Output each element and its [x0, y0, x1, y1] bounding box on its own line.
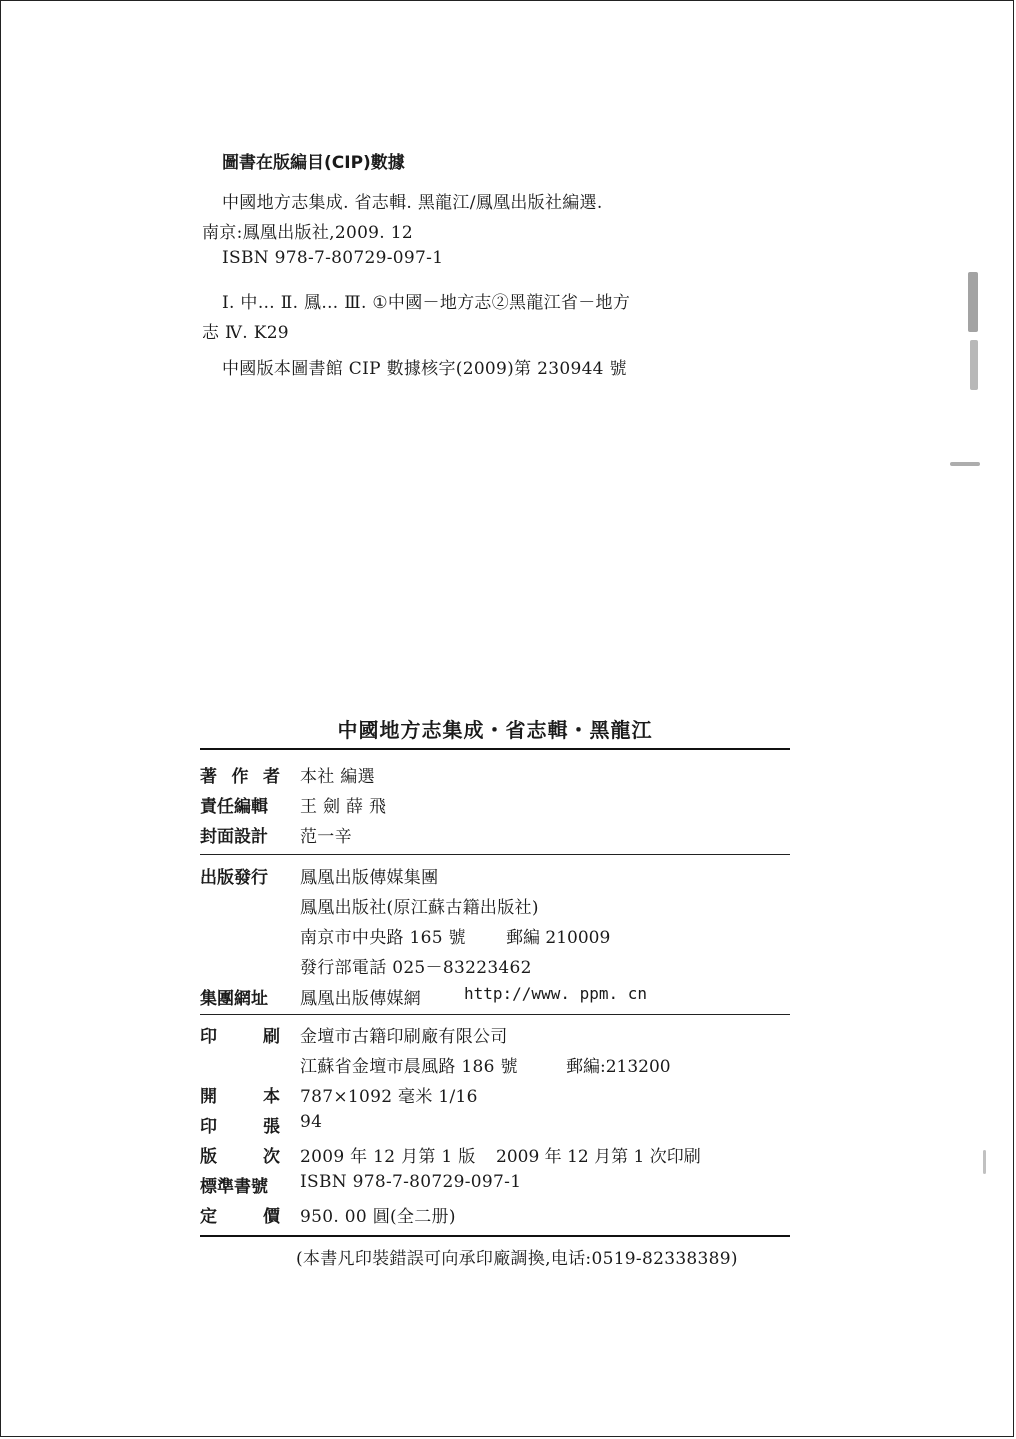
isbn-label: 標準書號 [200, 1177, 268, 1197]
scan-mark [950, 462, 980, 466]
row-editor [200, 792, 790, 816]
row-phone [200, 953, 790, 977]
cip-isbn: ISBN 978-7-80729-097-1 [222, 248, 444, 268]
print-label: 印 刷 [200, 1027, 280, 1047]
publisher-group: 鳳凰出版傳媒集團 [300, 868, 439, 888]
web-url: http://www. ppm. cn [464, 984, 648, 1003]
cover-label: 封面設計 [200, 827, 268, 847]
scan-mark [968, 272, 978, 332]
bottom-rule [200, 1235, 790, 1237]
row-format [200, 1082, 790, 1106]
price-value: 950. 00 圓(全二册) [300, 1207, 456, 1227]
format-value: 787×1092 毫米 1/16 [300, 1087, 478, 1107]
author-value: 本社 編選 [300, 767, 375, 787]
replacement-notice: (本書凡印裝錯誤可向承印廠調換,电话:0519-82338389) [296, 1249, 738, 1269]
cip-classification-2: 志 Ⅳ. K29 [202, 323, 289, 343]
row-address [200, 923, 790, 947]
printer-postcode: 郵編:213200 [566, 1057, 671, 1077]
publisher-postcode: 郵編 210009 [506, 928, 611, 948]
cip-heading: 圖書在版編目(CIP)數據 [222, 153, 405, 173]
row-cover [200, 822, 790, 846]
title-rule [200, 748, 790, 750]
author-label: 著 作 者 [200, 767, 280, 787]
row-sheets [200, 1112, 790, 1136]
printing-value: 2009 年 12 月第 1 次印刷 [496, 1147, 701, 1167]
row-publisher-name [200, 893, 790, 917]
cover-value: 范一辛 [300, 827, 352, 847]
printer-name: 金壇市古籍印刷廠有限公司 [300, 1027, 508, 1047]
edition-value: 2009 年 12 月第 1 版 [300, 1147, 476, 1167]
publish-label: 出版發行 [200, 868, 268, 888]
row-printer [200, 1022, 790, 1046]
sheets-label: 印 張 [200, 1117, 280, 1137]
cip-verification: 中國版本圖書館 CIP 數據核字(2009)第 230944 號 [222, 359, 627, 379]
cip-classification-1: Ⅰ. 中… Ⅱ. 鳳… Ⅲ. ①中國－地方志②黑龍江省－地方 [222, 293, 631, 313]
row-publisher [200, 863, 790, 887]
price-label: 定 價 [200, 1207, 280, 1227]
printer-address: 江蘇省金壇市晨風路 186 號 [300, 1057, 518, 1077]
publisher-address: 南京市中央路 165 號 [300, 928, 466, 948]
editor-value: 王 劍 薛 飛 [300, 797, 387, 817]
scan-mark [970, 340, 978, 390]
cip-title-line: 中國地方志集成. 省志輯. 黑龍江/鳳凰出版社編選. [222, 193, 603, 213]
isbn-value: ISBN 978-7-80729-097-1 [300, 1172, 522, 1192]
row-printer-address [200, 1052, 790, 1076]
cip-publisher-line: 南京:鳳凰出版社,2009. 12 [202, 223, 413, 243]
sheets-value: 94 [300, 1112, 323, 1132]
row-isbn [200, 1172, 790, 1196]
divider-1 [200, 854, 790, 855]
publisher-name: 鳳凰出版社(原江蘇古籍出版社) [300, 898, 539, 918]
editor-label: 責任編輯 [200, 797, 268, 817]
colophon-title: 中國地方志集成・省志輯・黑龍江 [337, 718, 653, 742]
row-web [200, 984, 790, 1008]
web-name: 鳳凰出版傳媒網 [300, 989, 422, 1009]
row-edition [200, 1142, 790, 1166]
format-label: 開 本 [200, 1087, 280, 1107]
publisher-phone: 發行部電話 025－83223462 [300, 958, 532, 978]
row-author [200, 762, 790, 786]
web-label: 集團網址 [200, 989, 268, 1009]
divider-2 [200, 1014, 790, 1015]
row-price [200, 1202, 790, 1226]
scan-mark [983, 1150, 986, 1174]
edition-label: 版 次 [200, 1147, 280, 1167]
